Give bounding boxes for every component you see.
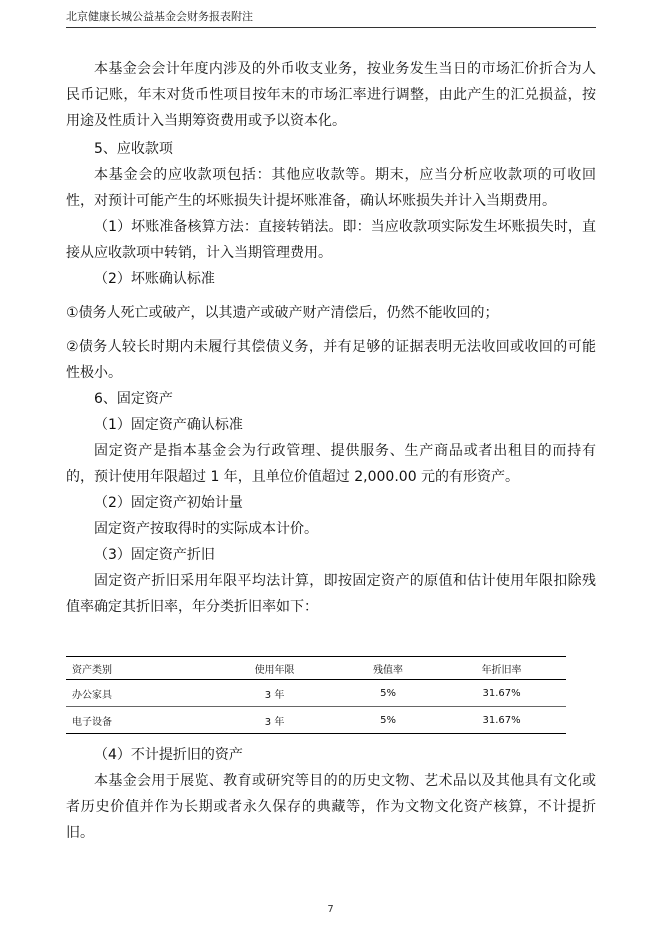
paragraph-depreciation: 固定资产折旧采用年限平均法计算，即按固定资产的原值和估计使用年限扣除残值率确定其折旧率，年分类折旧率如下： bbox=[66, 573, 596, 615]
paragraph-bad-debt-method: （1）坏账准备核算方法：直接转销法。即：当应收款项实际发生坏账损失时，直接从应收款项中转销，计入当期管理费用。 bbox=[66, 219, 596, 261]
table-header-row bbox=[66, 657, 566, 680]
depreciation-table bbox=[66, 656, 566, 734]
list-item-criteria-2: ②债务人较长时期内未履行其偿债义务，并有足够的证据表明无法收回或收回的可能性极小。 bbox=[66, 339, 596, 381]
table-cell: 31.67% bbox=[437, 680, 566, 707]
heading-fixed-assets: 6、固定资产 bbox=[94, 391, 173, 407]
table-cell: 电子设备 bbox=[66, 707, 210, 734]
paragraph-recognition: 固定资产是指本基金会为行政管理、提供服务、生产商品或者出租目的而持有的，预计使用年限超过 1 年，且单位价值超过 2,000.00 元的有形资产。 bbox=[66, 443, 596, 485]
table-cell: 5% bbox=[339, 707, 437, 734]
column-header: 残值率 bbox=[339, 657, 437, 680]
document-body-continued bbox=[66, 742, 596, 846]
table-row bbox=[66, 707, 566, 734]
heading-receivables: 5、应收款项 bbox=[94, 141, 173, 157]
paragraph-receivables: 本基金会的应收款项包括：其他应收款等。期末，应当分析应收款项的可收回性，对预计可能产生的坏账损失计提坏账准备，确认坏账损失并计入当期费用。 bbox=[66, 167, 596, 209]
heading-depreciation: （3）固定资产折旧 bbox=[94, 547, 215, 563]
running-header: 北京健康长城公益基金会财务报表附注 bbox=[66, 8, 596, 28]
table-cell: 办公家具 bbox=[66, 680, 210, 707]
column-header: 年折旧率 bbox=[437, 657, 566, 680]
paragraph-foreign-currency: 本基金会会计年度内涉及的外币收支业务，按业务发生当日的市场汇价折合为人民币记账，年末对货币性项目按年末的市场汇率进行调整，由此产生的汇兑损益，按用途及性质计入当期筹资费用或予以资本化。 bbox=[66, 61, 596, 129]
paragraph-initial-measurement: 固定资产按取得时的实际成本计价。 bbox=[94, 521, 318, 537]
document-body bbox=[66, 56, 596, 620]
table-cell: 3 年 bbox=[210, 707, 339, 734]
page-number: 7 bbox=[327, 904, 334, 915]
table-row bbox=[66, 680, 566, 707]
column-header: 使用年限 bbox=[210, 657, 339, 680]
column-header: 资产类别 bbox=[66, 657, 210, 680]
paragraph-non-depreciable: 本基金会用于展览、教育或研究等目的的历史文物、艺术品以及其他具有文化或者历史价值并作为长期或者永久保存的典藏等，作为文物文化资产核算，不计提折旧。 bbox=[66, 773, 596, 841]
table-cell: 5% bbox=[339, 680, 437, 707]
heading-non-depreciable: （4）不计提折旧的资产 bbox=[94, 747, 243, 763]
heading-bad-debt-criteria: （2）坏账确认标准 bbox=[94, 271, 215, 287]
table-cell: 3 年 bbox=[210, 680, 339, 707]
heading-initial-measurement: （2）固定资产初始计量 bbox=[94, 495, 243, 511]
list-item-criteria-1: ①债务人死亡或破产，以其遗产或破产财产清偿后，仍然不能收回的； bbox=[66, 305, 499, 321]
heading-recognition: （1）固定资产确认标准 bbox=[94, 417, 243, 433]
table-cell: 31.67% bbox=[437, 707, 566, 734]
